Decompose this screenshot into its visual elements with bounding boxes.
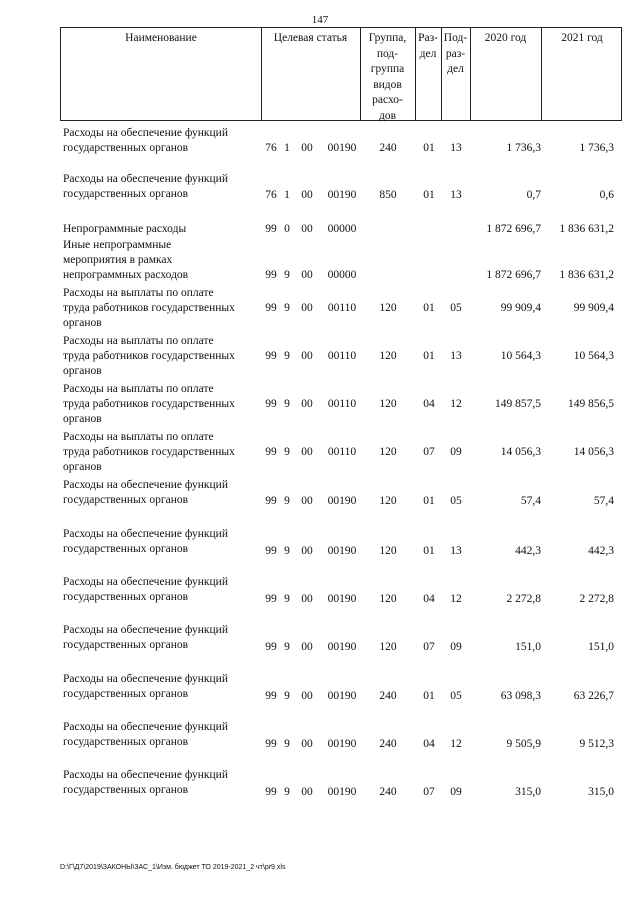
row-name-line: государственных органов	[63, 494, 189, 506]
value-2020: 57,4	[520, 495, 541, 507]
group-code: 120	[379, 495, 397, 507]
value-2020: 63 098,3	[500, 690, 541, 702]
section-code: 07	[423, 641, 435, 653]
target-code: 00190	[327, 495, 357, 507]
target-subprogram: 9	[284, 269, 290, 281]
header-2020: 2020 год	[484, 32, 527, 44]
row-name	[63, 382, 268, 427]
row-name	[63, 720, 268, 750]
group-code: 240	[379, 786, 397, 798]
row-name	[63, 238, 268, 283]
section-code: 04	[423, 738, 435, 750]
target-direction: 00	[301, 593, 313, 605]
row-name-line: Расходы на выплаты по оплате	[63, 287, 214, 299]
value-2020: 151,0	[515, 641, 541, 653]
value-2021: 63 226,7	[573, 690, 614, 702]
subsection-code: 05	[450, 495, 462, 507]
row-name-line: государственных органов	[63, 543, 189, 555]
target-program: 99	[265, 223, 277, 235]
row-name-line: Расходы на обеспечение функций	[63, 769, 228, 781]
value-2021: 151,0	[588, 641, 614, 653]
row-name	[63, 478, 268, 508]
target-subprogram: 9	[284, 593, 290, 605]
value-2021: 57,4	[593, 495, 614, 507]
target-direction: 00	[301, 269, 313, 281]
target-code: 00190	[327, 641, 357, 653]
value-2021: 14 056,3	[573, 446, 614, 458]
row-name-line: государственных органов	[63, 736, 189, 748]
row-name	[63, 334, 268, 379]
group-code: 120	[379, 302, 397, 314]
target-program: 76	[265, 189, 277, 201]
target-direction: 00	[301, 545, 313, 557]
row-name	[63, 222, 268, 237]
target-program: 99	[265, 690, 277, 702]
subsection-code: 13	[450, 189, 462, 201]
row-name	[63, 672, 268, 702]
subsection-code: 09	[450, 446, 462, 458]
value-2021: 1 836 631,2	[559, 223, 614, 235]
row-name-line: непрограммных расходов	[63, 269, 189, 281]
row-name-line: Расходы на обеспечение функций	[63, 127, 228, 139]
target-program: 99	[265, 593, 277, 605]
group-code: 240	[379, 738, 397, 750]
page-number: 147	[311, 14, 329, 26]
group-code: 120	[379, 350, 397, 362]
row-name	[63, 286, 268, 331]
section-code: 07	[423, 446, 435, 458]
target-direction: 00	[301, 223, 313, 235]
row-name-line: государственных органов	[63, 639, 189, 651]
target-direction: 00	[301, 495, 313, 507]
subsection-code: 12	[450, 738, 462, 750]
target-direction: 00	[301, 641, 313, 653]
value-2020: 14 056,3	[500, 446, 541, 458]
row-name-line: труда работников государственных	[63, 302, 235, 314]
value-2020: 149 857,5	[495, 398, 541, 410]
row-name-line: государственных органов	[63, 688, 189, 700]
footer-path: D:\Г\Д7\2019\ЗАКОНЫ\ЗАС_1\Изм. бюджет ТО 2019-2021_2 чт\pr9.xls	[60, 864, 286, 871]
target-code: 00000	[327, 223, 357, 235]
table-header	[60, 27, 622, 121]
value-2020: 10 564,3	[500, 350, 541, 362]
target-direction: 00	[301, 189, 313, 201]
value-2021: 149 856,5	[568, 398, 614, 410]
group-code: 120	[379, 641, 397, 653]
value-2021: 2 272,8	[579, 593, 614, 605]
row-name-line: Расходы на обеспечение функций	[63, 173, 228, 185]
target-direction: 00	[301, 786, 313, 798]
target-program: 99	[265, 786, 277, 798]
subsection-code: 12	[450, 593, 462, 605]
subsection-code: 05	[450, 302, 462, 314]
row-name-line: государственных органов	[63, 784, 189, 796]
target-subprogram: 9	[284, 302, 290, 314]
row-name-line: Расходы на обеспечение функций	[63, 479, 228, 491]
row-name	[63, 623, 268, 653]
subsection-code: 12	[450, 398, 462, 410]
row-name-line: Расходы на обеспечение функций	[63, 624, 228, 636]
target-subprogram: 0	[284, 223, 290, 235]
target-program: 99	[265, 545, 277, 557]
target-program: 76	[265, 142, 277, 154]
row-name-line: Расходы на обеспечение функций	[63, 528, 228, 540]
target-subprogram: 9	[284, 350, 290, 362]
section-code: 01	[423, 690, 435, 702]
header-name: Наименование	[125, 32, 197, 44]
section-code: 04	[423, 593, 435, 605]
subsection-code: 05	[450, 690, 462, 702]
row-name-line: Расходы на обеспечение функций	[63, 576, 228, 588]
target-code: 00190	[327, 786, 357, 798]
target-subprogram: 9	[284, 690, 290, 702]
subsection-code: 13	[450, 350, 462, 362]
target-code: 00110	[327, 350, 357, 362]
section-code: 01	[423, 545, 435, 557]
target-subprogram: 9	[284, 641, 290, 653]
target-subprogram: 9	[284, 738, 290, 750]
target-subprogram: 1	[284, 189, 290, 201]
target-direction: 00	[301, 690, 313, 702]
target-code: 00000	[327, 269, 357, 281]
target-program: 99	[265, 350, 277, 362]
target-direction: 00	[301, 142, 313, 154]
value-2021: 99 909,4	[573, 302, 614, 314]
value-2021: 1 836 631,2	[559, 269, 614, 281]
group-code: 240	[379, 690, 397, 702]
row-name-line: Расходы на обеспечение функций	[63, 721, 228, 733]
target-direction: 00	[301, 398, 313, 410]
row-name-line: Иные непрограммные	[63, 239, 172, 251]
target-code: 00190	[327, 142, 357, 154]
subsection-code: 13	[450, 545, 462, 557]
header-group: Группа, под- группа видов расхо- дов	[368, 32, 407, 122]
header-subsection: Под- раз- дел	[443, 32, 468, 75]
header-section: Раз- дел	[418, 32, 438, 60]
value-2020: 9 505,9	[506, 738, 541, 750]
row-name-line: Расходы на выплаты по оплате	[63, 383, 214, 395]
target-subprogram: 9	[284, 398, 290, 410]
value-2021: 442,3	[588, 545, 614, 557]
target-code: 00190	[327, 593, 357, 605]
section-code: 07	[423, 786, 435, 798]
subsection-code: 13	[450, 142, 462, 154]
target-program: 99	[265, 269, 277, 281]
row-name	[63, 768, 268, 798]
value-2020: 2 272,8	[506, 593, 541, 605]
value-2021: 0,6	[599, 189, 614, 201]
value-2020: 1 736,3	[506, 142, 541, 154]
section-code: 01	[423, 495, 435, 507]
target-program: 99	[265, 446, 277, 458]
group-code: 120	[379, 593, 397, 605]
value-2020: 315,0	[515, 786, 541, 798]
value-2021: 10 564,3	[573, 350, 614, 362]
header-2021: 2021 год	[561, 32, 603, 44]
row-name	[63, 575, 268, 605]
row-name-line: органов	[63, 317, 102, 329]
target-program: 99	[265, 398, 277, 410]
row-name-line: органов	[63, 461, 102, 473]
section-code: 04	[423, 398, 435, 410]
target-subprogram: 9	[284, 446, 290, 458]
row-name	[63, 527, 268, 557]
target-code: 00190	[327, 545, 357, 557]
target-subprogram: 9	[284, 545, 290, 557]
subsection-code: 09	[450, 641, 462, 653]
value-2020: 442,3	[515, 545, 541, 557]
row-name-line: Расходы на обеспечение функций	[63, 673, 228, 685]
value-2020: 99 909,4	[500, 302, 541, 314]
target-direction: 00	[301, 738, 313, 750]
group-code: 120	[379, 446, 397, 458]
target-direction: 00	[301, 446, 313, 458]
row-name-line: органов	[63, 413, 102, 425]
target-code: 00190	[327, 738, 357, 750]
group-code: 850	[379, 189, 397, 201]
target-code: 00190	[327, 189, 357, 201]
section-code: 01	[423, 189, 435, 201]
row-name-line: Расходы на выплаты по оплате	[63, 431, 214, 443]
target-code: 00110	[327, 398, 357, 410]
row-name-line: государственных органов	[63, 591, 189, 603]
row-name-line: Непрограммные расходы	[63, 223, 187, 235]
row-name	[63, 430, 268, 475]
value-2021: 1 736,3	[579, 142, 614, 154]
section-code: 01	[423, 142, 435, 154]
target-direction: 00	[301, 302, 313, 314]
row-name	[63, 172, 268, 202]
target-code: 00190	[327, 690, 357, 702]
target-subprogram: 9	[284, 786, 290, 798]
group-code: 120	[379, 398, 397, 410]
row-name-line: государственных органов	[63, 142, 189, 154]
row-name-line: Расходы на выплаты по оплате	[63, 335, 214, 347]
subsection-code: 09	[450, 786, 462, 798]
target-program: 99	[265, 495, 277, 507]
target-program: 99	[265, 302, 277, 314]
target-direction: 00	[301, 350, 313, 362]
section-code: 01	[423, 350, 435, 362]
target-subprogram: 9	[284, 495, 290, 507]
row-name	[63, 126, 268, 156]
row-name-line: мероприятия в рамках	[63, 254, 173, 266]
header-target: Целевая статья	[273, 32, 348, 44]
value-2020: 1 872 696,7	[486, 223, 541, 235]
row-name-line: государственных органов	[63, 188, 189, 200]
target-code: 00110	[327, 446, 357, 458]
target-program: 99	[265, 738, 277, 750]
row-name-line: органов	[63, 365, 102, 377]
value-2020: 0,7	[526, 189, 541, 201]
row-name-line: труда работников государственных	[63, 446, 235, 458]
target-subprogram: 1	[284, 142, 290, 154]
value-2021: 315,0	[588, 786, 614, 798]
group-code: 240	[379, 142, 397, 154]
section-code: 01	[423, 302, 435, 314]
target-code: 00110	[327, 302, 357, 314]
value-2021: 9 512,3	[579, 738, 614, 750]
target-program: 99	[265, 641, 277, 653]
row-name-line: труда работников государственных	[63, 398, 235, 410]
group-code: 120	[379, 545, 397, 557]
row-name-line: труда работников государственных	[63, 350, 235, 362]
value-2020: 1 872 696,7	[486, 269, 541, 281]
